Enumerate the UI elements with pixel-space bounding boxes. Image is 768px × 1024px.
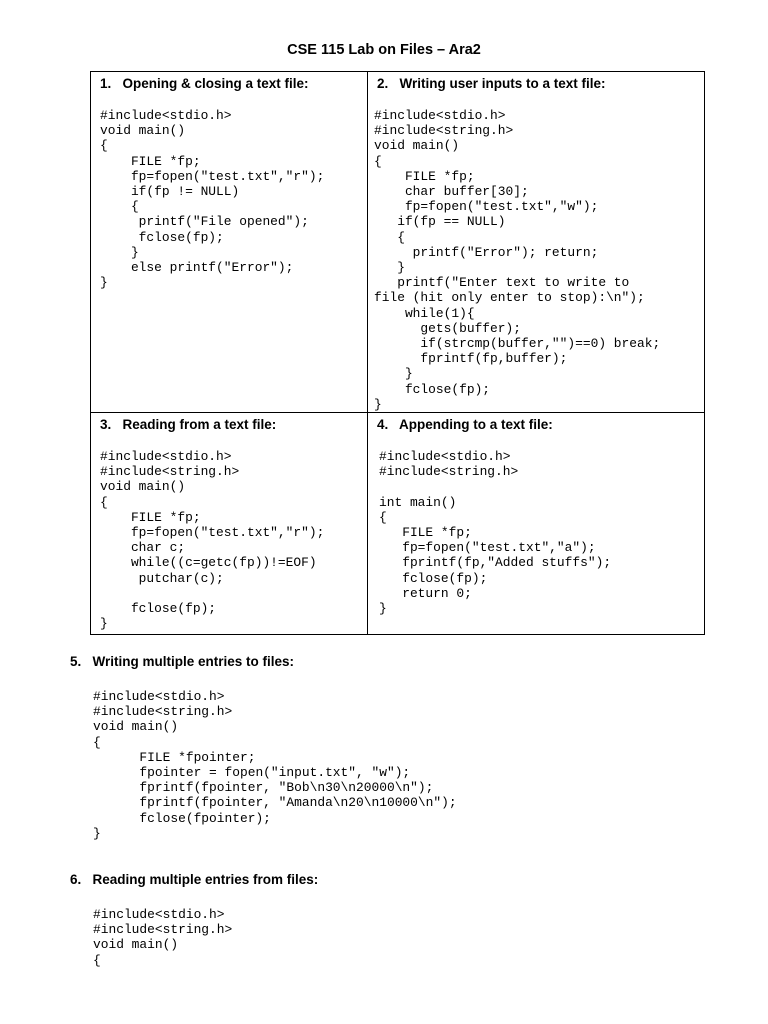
cell-heading: 1. Opening & closing a text file:: [100, 76, 309, 91]
code-block: #include<stdio.h> #include<string.h> void main() { FILE *fp; char buffer[30]; fp=fopen("test.txt","w"); if(fp == NULL) { printf("Error"); return; } printf("Enter text to write to file (hit only enter to stop):\n"); while(1){ gets(buffer); if(strcmp(buffer,"")==0) break; fprintf(fp,buffer); } fclose(fp); }: [374, 108, 661, 412]
table-row: [91, 413, 705, 634]
cell-opening-closing: [91, 72, 368, 413]
section-heading-writing-multiple: 5. Writing multiple entries to files:: [70, 654, 295, 669]
code-block: #include<stdio.h> void main() { FILE *fp; fp=fopen("test.txt","r"); if(fp != NULL) { printf("File opened"); fclose(fp); } else printf("Error"); }: [100, 108, 325, 291]
cell-reading: [91, 413, 368, 634]
cell-heading: 2. Writing user inputs to a text file:: [377, 76, 606, 91]
cell-writing-inputs: [368, 72, 705, 413]
code-block: #include<stdio.h> #include<string.h> int main() { FILE *fp; fp=fopen("test.txt","a"); fprintf(fp,"Added stuffs"); fclose(fp); return 0; }: [379, 449, 612, 617]
cell-heading: 3. Reading from a text file:: [100, 417, 277, 433]
section-heading-reading-multiple: 6. Reading multiple entries from files:: [70, 872, 319, 887]
code-block: #include<stdio.h> #include<string.h> void main() { FILE *fp; fp=fopen("test.txt","r"); char c; while((c=getc(fp))!=EOF) putchar(c); fclose(fp); }: [100, 449, 325, 632]
page-title: CSE 115 Lab on Files – Ara2: [287, 42, 481, 58]
cell-heading: 4. Appending to a text file:: [377, 417, 553, 433]
code-examples-table: [90, 71, 705, 635]
code-block-writing-multiple: #include<stdio.h> #include<string.h> void main() { FILE *fpointer; fpointer = fopen("input.txt", "w"); fprintf(fpointer, "Bob\n30\n20000\n"); fprintf(fpointer, "Amanda\n20\n10000\n"); fclose(fpointer); }: [93, 689, 457, 841]
code-block-reading-multiple: #include<stdio.h> #include<string.h> void main() {: [93, 907, 233, 968]
cell-appending: [368, 413, 705, 634]
table-row: [91, 72, 705, 413]
